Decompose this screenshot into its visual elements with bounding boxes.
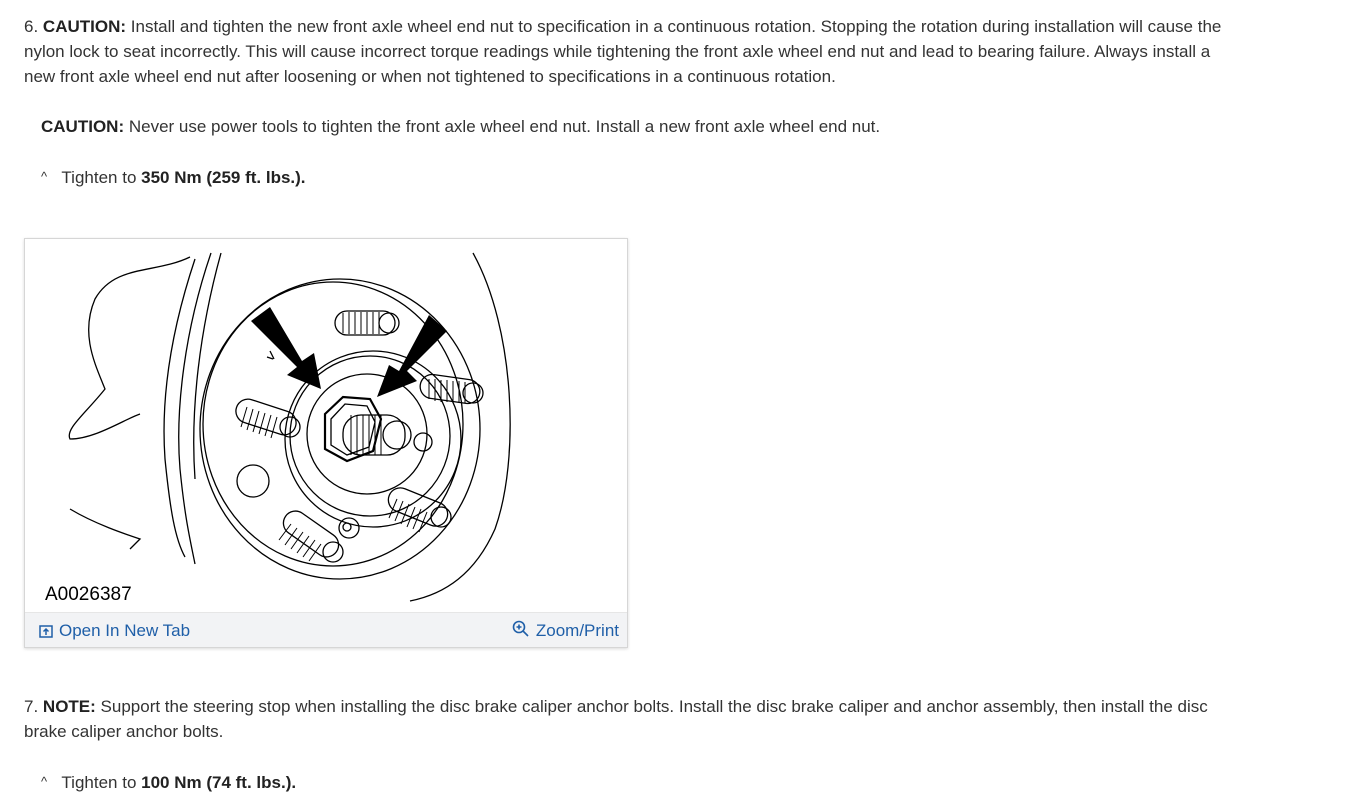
caret-icon: ^ [41,169,48,184]
torque-value: 350 Nm (259 ft. lbs.). [141,168,306,187]
caution-label: CAUTION: [42,17,127,36]
torque-prefix: Tighten to [61,773,137,792]
caution-label: CAUTION: [41,117,125,136]
zoom-print-label: Zoom/Print [535,621,619,640]
wheel-hub-illustration [25,239,625,611]
magnifier-plus-icon [512,620,530,638]
step-6-paragraph [24,14,1244,89]
torque-prefix: Tighten to [61,168,137,187]
zoom-print-link[interactable] [512,618,619,643]
caution-text: Never use power tools to tighten the front axle wheel end nut. Install a new front axle wheel end nut. [128,117,881,136]
figure-wheel-hub [24,238,628,648]
step-number: 7. [24,697,39,716]
caution-note [41,114,880,139]
torque-spec [41,769,296,795]
caret-icon: ^ [41,774,48,789]
note-text: Support the steering stop when installing the disc brake caliper anchor bolts. Install the disc brake caliper and anchor assembly, then install the disc brake caliper anchor bolts. [24,697,1208,741]
step-7-paragraph [24,694,1244,744]
torque-spec [41,164,306,190]
open-in-new-tab-label: Open In New Tab [59,621,191,640]
caution-text: Install and tighten the new front axle wheel end nut to specification in a continuous rotation. Stopping the rotation during installation will cause the nylon lock to seat incorrectly. This will cause incorrect torque readings while tightening the front axle wheel end nut and lead to bearing failure. Always install a new front axle wheel end nut after loosening or when not tightened to specifications in a continuous rotation. [24,17,1222,86]
note-label: NOTE: [42,697,96,716]
step-number: 6. [24,17,39,36]
figure-toolbar [25,612,627,647]
open-in-new-tab-icon [39,625,53,638]
torque-value: 100 Nm (74 ft. lbs.). [141,773,297,792]
figure-caption: A0026387 [45,584,132,605]
open-in-new-tab-link[interactable] [39,618,190,643]
